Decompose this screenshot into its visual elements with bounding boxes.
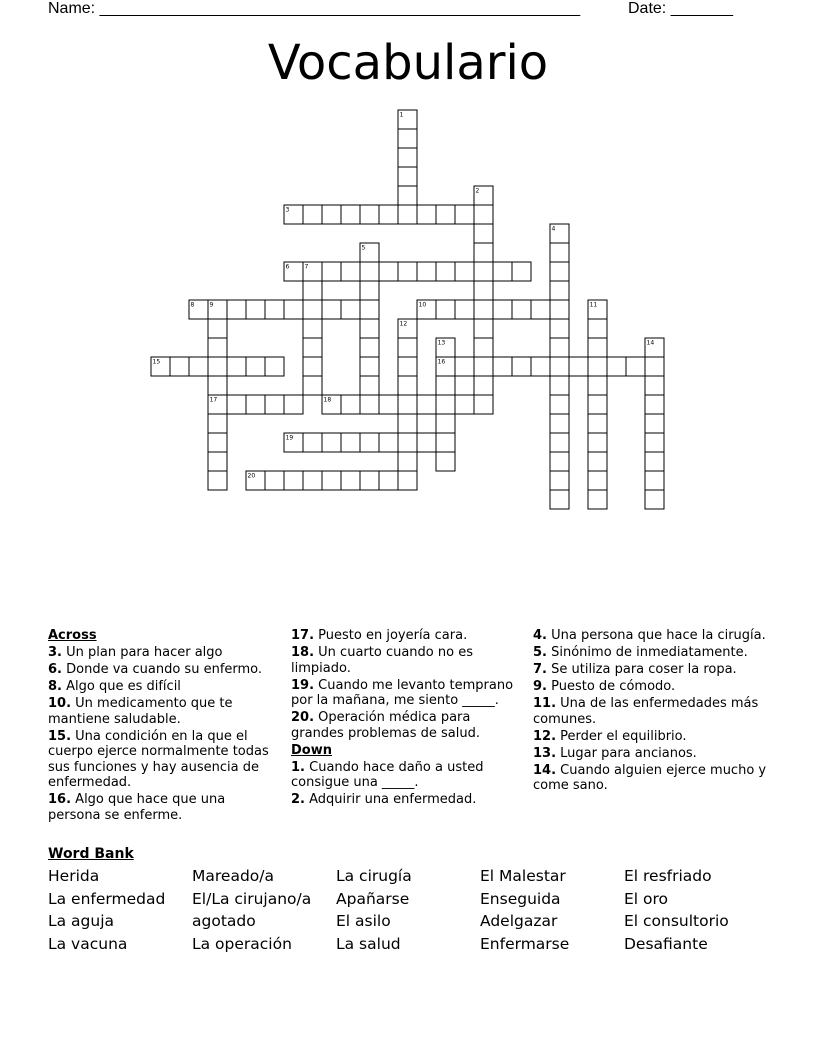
crossword-cell[interactable]	[455, 395, 474, 414]
word-bank-item: El/La cirujano/a	[192, 889, 312, 908]
crossword-cell[interactable]	[360, 319, 379, 338]
crossword-cell[interactable]	[607, 357, 626, 376]
crossword-cell[interactable]	[436, 262, 455, 281]
crossword-cell[interactable]	[360, 262, 379, 281]
crossword-cell[interactable]	[550, 395, 569, 414]
crossword-cell[interactable]	[189, 357, 208, 376]
crossword-cell[interactable]	[398, 186, 417, 205]
word-bank-item: El asilo	[336, 912, 391, 930]
crossword-clue-number: 12	[399, 320, 408, 328]
crossword-cell[interactable]	[265, 300, 284, 319]
crossword-cell[interactable]	[493, 357, 512, 376]
crossword-cell[interactable]	[265, 471, 284, 490]
crossword-clue-number: 9	[209, 301, 214, 309]
crossword-cell[interactable]	[474, 243, 493, 262]
crossword-cell[interactable]	[436, 433, 455, 452]
crossword-cell[interactable]	[474, 262, 493, 281]
word-bank-item: Enfermarse	[480, 934, 570, 953]
crossword-cell[interactable]	[455, 205, 474, 224]
crossword-cell[interactable]	[303, 471, 322, 490]
crossword-cell[interactable]	[208, 433, 227, 452]
word-bank	[48, 867, 768, 953]
crossword-cell[interactable]	[417, 205, 436, 224]
word-bank-item: Adelgazar	[480, 912, 558, 930]
crossword-cell[interactable]	[474, 205, 493, 224]
crossword-cell[interactable]	[398, 357, 417, 376]
crossword-cell[interactable]	[208, 471, 227, 490]
crossword-cell[interactable]	[455, 300, 474, 319]
clue-across-15: 15. Una condición en la que el cuerpo ejerce normalmente todas sus funciones y hay ausencia de enfermedad.	[48, 728, 269, 790]
crossword-cell[interactable]	[322, 300, 341, 319]
word-bank-item: La cirugía	[336, 867, 412, 885]
crossword-cell[interactable]	[645, 471, 664, 490]
crossword-cell[interactable]	[379, 395, 398, 414]
crossword-clue-number: 6	[285, 263, 290, 271]
crossword-cell[interactable]	[588, 433, 607, 452]
word-bank-item: Enseguida	[480, 889, 561, 908]
crossword-cell[interactable]	[341, 471, 360, 490]
crossword-cell[interactable]	[208, 338, 227, 357]
crossword-cell[interactable]	[341, 262, 360, 281]
crossword-cell[interactable]	[550, 452, 569, 471]
crossword-cell[interactable]	[417, 433, 436, 452]
clue-across-20: 20. Operación médica para grandes problemas de salud.	[291, 710, 480, 741]
crossword-cell[interactable]	[474, 376, 493, 395]
crossword-cell[interactable]	[474, 395, 493, 414]
crossword-cell[interactable]	[512, 262, 531, 281]
word-bank-item: El resfriado	[624, 867, 712, 885]
crossword-cell[interactable]	[455, 262, 474, 281]
crossword-cell[interactable]	[208, 376, 227, 395]
crossword-cell[interactable]	[588, 376, 607, 395]
across-heading: Across	[48, 628, 97, 643]
crossword-clue-number: 14	[646, 339, 655, 347]
crossword-cell[interactable]	[493, 300, 512, 319]
crossword-cell[interactable]	[512, 300, 531, 319]
page-title: Vocabulario	[267, 35, 549, 91]
clue-across-17: 17. Puesto en joyería cara.	[291, 628, 468, 643]
crossword-clue-number: 3	[285, 206, 290, 214]
crossword-cell[interactable]	[170, 357, 189, 376]
crossword-cell[interactable]	[360, 395, 379, 414]
crossword-cell[interactable]	[550, 357, 569, 376]
crossword-cell[interactable]	[208, 414, 227, 433]
crossword-clue-number: 15	[152, 358, 161, 366]
crossword-cell[interactable]	[436, 414, 455, 433]
crossword-cell[interactable]	[436, 452, 455, 471]
down-clues-column-3	[533, 628, 769, 795]
clue-across-10: 10. Un medicamento que te mantiene saludable.	[48, 696, 233, 727]
crossword-cell[interactable]	[360, 433, 379, 452]
crossword-cell[interactable]	[303, 319, 322, 338]
crossword-cell[interactable]	[474, 300, 493, 319]
crossword-cell[interactable]	[588, 452, 607, 471]
crossword-cell[interactable]	[512, 357, 531, 376]
crossword-cell[interactable]	[360, 357, 379, 376]
crossword-cell[interactable]	[531, 300, 550, 319]
crossword-cell[interactable]	[398, 129, 417, 148]
crossword-cell[interactable]	[398, 205, 417, 224]
word-bank-item: La aguja	[48, 912, 115, 930]
crossword-cell[interactable]	[379, 262, 398, 281]
crossword-cell[interactable]	[474, 319, 493, 338]
word-bank-item: El oro	[624, 889, 669, 908]
crossword-cell[interactable]	[398, 148, 417, 167]
clue-down-5: 5. Sinónimo de inmediatamente.	[533, 645, 748, 660]
crossword-cell[interactable]	[360, 471, 379, 490]
crossword-cell[interactable]	[246, 357, 265, 376]
word-bank-item: El consultorio	[624, 912, 729, 930]
crossword-cell[interactable]	[322, 433, 341, 452]
crossword-cell[interactable]	[455, 357, 474, 376]
crossword-clue-number: 7	[304, 263, 309, 271]
word-bank-item: Mareado/a	[192, 867, 274, 885]
clue-across-8: 8. Algo que es difícil	[48, 679, 181, 694]
crossword-cell[interactable]	[588, 319, 607, 338]
crossword-cell[interactable]	[379, 471, 398, 490]
crossword-clue-number: 5	[361, 244, 366, 252]
crossword-clue-number: 10	[418, 301, 427, 309]
crossword-cell[interactable]	[645, 433, 664, 452]
clue-across-3: 3. Un plan para hacer algo	[48, 645, 223, 660]
crossword-cell[interactable]	[265, 395, 284, 414]
clue-down-4: 4. Una persona que hace la cirugía.	[533, 628, 766, 643]
crossword-clue-number: 17	[209, 396, 218, 404]
crossword-cell[interactable]	[341, 395, 360, 414]
clue-down-9: 9. Puesto de cómodo.	[533, 679, 676, 694]
crossword-cell[interactable]	[474, 224, 493, 243]
date-field-label: Date: _______	[628, 0, 733, 17]
crossword-cell[interactable]	[569, 357, 588, 376]
crossword-cell[interactable]	[360, 338, 379, 357]
word-bank-item: La operación	[192, 934, 292, 953]
crossword-cell[interactable]	[550, 433, 569, 452]
crossword-cell[interactable]	[303, 357, 322, 376]
crossword-cell[interactable]	[360, 281, 379, 300]
crossword-cell[interactable]	[474, 281, 493, 300]
crossword-cell[interactable]	[303, 338, 322, 357]
crossword-cell[interactable]	[208, 452, 227, 471]
clue-down-7: 7. Se utiliza para coser la ropa.	[533, 662, 737, 677]
crossword-cell[interactable]	[645, 452, 664, 471]
crossword-cell[interactable]	[227, 395, 246, 414]
crossword-cell[interactable]	[588, 490, 607, 509]
crossword-cell[interactable]	[417, 262, 436, 281]
crossword-cell[interactable]	[398, 167, 417, 186]
clue-down-2: 2. Adquirir una enfermedad.	[291, 792, 477, 807]
clue-down-11: 11. Una de las enfermedades más comunes.	[533, 696, 759, 727]
crossword-cell[interactable]	[550, 262, 569, 281]
crossword-clue-number: 19	[285, 434, 294, 442]
crossword-cell[interactable]	[227, 357, 246, 376]
crossword-clue-number: 11	[589, 301, 598, 309]
crossword-cell[interactable]	[550, 338, 569, 357]
clue-across-6: 6. Donde va cuando su enfermo.	[48, 662, 263, 677]
crossword-cell[interactable]	[436, 300, 455, 319]
crossword-cell[interactable]	[550, 243, 569, 262]
crossword-cell[interactable]	[645, 490, 664, 509]
crossword-cell[interactable]	[284, 395, 303, 414]
name-field-label: Name: ______________________________________________________	[48, 0, 581, 17]
crossword-cell[interactable]	[550, 319, 569, 338]
crossword-cell[interactable]	[208, 319, 227, 338]
crossword-cell[interactable]	[284, 300, 303, 319]
word-bank-item: Herida	[48, 867, 100, 885]
clue-down-1: 1. Cuando hace daño a usted consigue una _____.	[291, 759, 484, 790]
clue-down-13: 13. Lugar para ancianos.	[533, 745, 697, 761]
crossword-cell[interactable]	[303, 300, 322, 319]
crossword-cell[interactable]	[436, 395, 455, 414]
crossword-cell[interactable]	[246, 300, 265, 319]
crossword-cell[interactable]	[303, 281, 322, 300]
crossword-cell[interactable]	[379, 433, 398, 452]
crossword-cell[interactable]	[588, 338, 607, 357]
crossword-cell[interactable]	[322, 205, 341, 224]
crossword-cell[interactable]	[322, 262, 341, 281]
crossword-cell[interactable]	[474, 357, 493, 376]
crossword-cell[interactable]	[341, 300, 360, 319]
across-clues-column-1	[48, 628, 280, 825]
crossword-cell[interactable]	[417, 395, 436, 414]
clue-down-14: 14. Cuando alguien ejerce mucho y come sano.	[533, 762, 767, 793]
clue-across-18: 18. Un cuarto cuando no es limpiado.	[291, 645, 473, 676]
crossword-cell[interactable]	[474, 338, 493, 357]
crossword-clue-number: 13	[437, 339, 446, 347]
crossword-cell[interactable]	[398, 414, 417, 433]
word-bank-item: La enfermedad	[48, 889, 166, 908]
crossword-cell[interactable]	[645, 395, 664, 414]
word-bank-item: Apañarse	[336, 889, 410, 908]
crossword-cell[interactable]	[398, 376, 417, 395]
crossword-cell[interactable]	[398, 433, 417, 452]
crossword-cell[interactable]	[550, 281, 569, 300]
word-bank-item: Desafiante	[624, 934, 708, 953]
crossword-cell[interactable]	[550, 471, 569, 490]
crossword-cell[interactable]	[341, 433, 360, 452]
crossword-cell[interactable]	[550, 376, 569, 395]
crossword-cell[interactable]	[360, 205, 379, 224]
crossword-cell[interactable]	[379, 205, 398, 224]
crossword-cell[interactable]	[588, 414, 607, 433]
crossword-cell[interactable]	[588, 357, 607, 376]
clue-down-12: 12. Perder el equilibrio.	[533, 728, 687, 744]
crossword-cell[interactable]	[398, 395, 417, 414]
crossword-cell[interactable]	[360, 376, 379, 395]
word-bank-item: La vacuna	[48, 934, 128, 953]
crossword-clue-number: 16	[437, 358, 446, 366]
crossword-cell[interactable]	[645, 376, 664, 395]
crossword-cell[interactable]	[626, 357, 645, 376]
crossword-cell[interactable]	[550, 414, 569, 433]
crossword-cell[interactable]	[645, 357, 664, 376]
crossword-cell[interactable]	[227, 300, 246, 319]
crossword-clue-number: 20	[247, 472, 256, 480]
crossword-clue-number: 2	[475, 187, 480, 195]
word-bank-item: La salud	[336, 934, 401, 953]
clues-column-2	[291, 628, 523, 809]
crossword-cell[interactable]	[531, 357, 550, 376]
crossword-cell[interactable]	[322, 471, 341, 490]
crossword-clue-number: 18	[323, 396, 332, 404]
crossword-cell[interactable]	[341, 205, 360, 224]
crossword-cell[interactable]	[398, 338, 417, 357]
crossword-cell[interactable]	[284, 471, 303, 490]
crossword-cell[interactable]	[645, 414, 664, 433]
clue-across-16: 16. Algo que hace que una persona se enferme.	[48, 792, 226, 823]
crossword-cell[interactable]	[303, 376, 322, 395]
word-bank-heading: Word Bank	[48, 846, 134, 862]
crossword-cell[interactable]	[265, 357, 284, 376]
crossword-cell[interactable]	[208, 357, 227, 376]
crossword-cell[interactable]	[550, 490, 569, 509]
crossword-cell[interactable]	[398, 262, 417, 281]
crossword-cell[interactable]	[303, 433, 322, 452]
crossword-cell[interactable]	[398, 471, 417, 490]
crossword-cell[interactable]	[588, 471, 607, 490]
crossword-cell[interactable]	[360, 300, 379, 319]
crossword-cell[interactable]	[493, 262, 512, 281]
crossword-cell[interactable]	[398, 452, 417, 471]
crossword-cell[interactable]	[436, 376, 455, 395]
word-bank-item: agotado	[192, 912, 256, 930]
crossword-cell[interactable]	[588, 395, 607, 414]
crossword-clue-number: 1	[399, 111, 404, 119]
word-bank-item: El Malestar	[480, 867, 566, 885]
crossword-clue-number: 4	[551, 225, 556, 233]
crossword-cell[interactable]	[246, 395, 265, 414]
crossword-cell[interactable]	[550, 300, 569, 319]
down-heading: Down	[291, 742, 332, 758]
crossword-cell[interactable]	[303, 205, 322, 224]
crossword-clue-number: 8	[190, 301, 195, 309]
clue-across-19: 19. Cuando me levanto temprano por la mañana, me siento _____.	[291, 677, 514, 708]
crossword-cell[interactable]	[436, 205, 455, 224]
